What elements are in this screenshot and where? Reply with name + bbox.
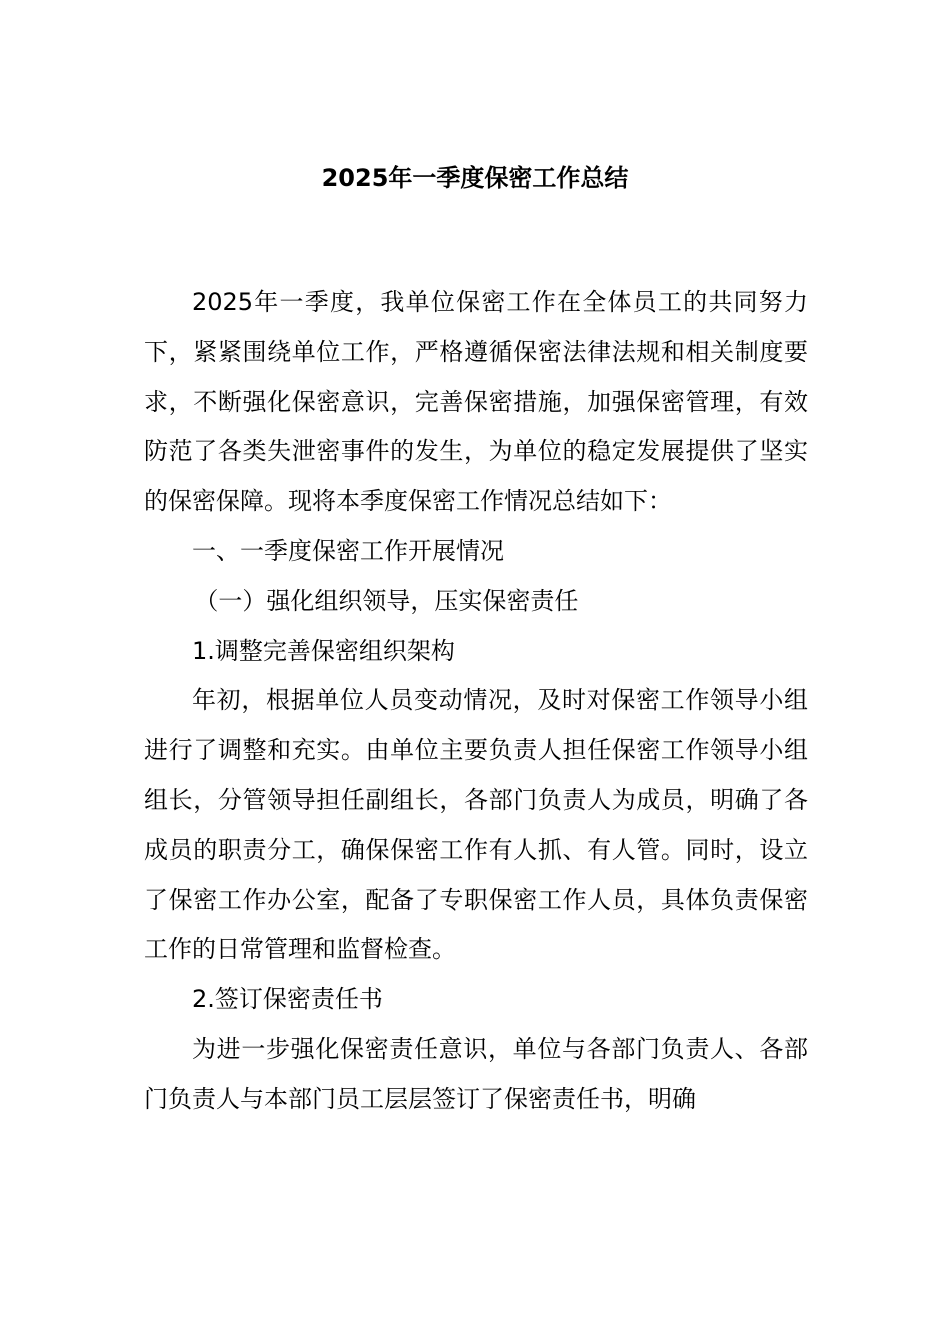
heading-section-1: 一、一季度保密工作开展情况 bbox=[192, 536, 504, 565]
heading-subsection-1: （一）强化组织领导，压实保密责任 bbox=[194, 586, 579, 615]
paragraph-intro: 2025年一季度，我单位保密工作在全体员工的共同努力下，紧紧围绕单位工作，严格遵循保密法律法规和相关制度要求，不断强化保密意识，完善保密措施，加强保密管理，有效防范了各类失泄密事件的发生，为单位的稳定发展提供了坚实的保密保障。现将本季度保密工作情况总结如下： bbox=[144, 288, 808, 516]
paragraph-item-2: 为进一步强化保密责任意识，单位与各部门负责人、各部门负责人与本部门员工层层签订了保密责任书，明确 bbox=[144, 1034, 808, 1113]
document-title: 2025年一季度保密工作总结 bbox=[321, 164, 629, 192]
heading-item-1: 1.调整完善保密组织架构 bbox=[192, 636, 455, 665]
paragraph-item-1: 年初，根据单位人员变动情况，及时对保密工作领导小组进行了调整和充实。由单位主要负责人担任保密工作领导小组组长，分管领导担任副组长，各部门负责人为成员，明确了各成员的职责分工，确保保密工作有人抓、有人管。同时，设立了保密工作办公室，配备了专职保密工作人员，具体负责保密工作的日常管理和监督检查。 bbox=[144, 686, 808, 964]
heading-item-2: 2.签订保密责任书 bbox=[192, 985, 383, 1014]
document-body bbox=[144, 278, 808, 1125]
